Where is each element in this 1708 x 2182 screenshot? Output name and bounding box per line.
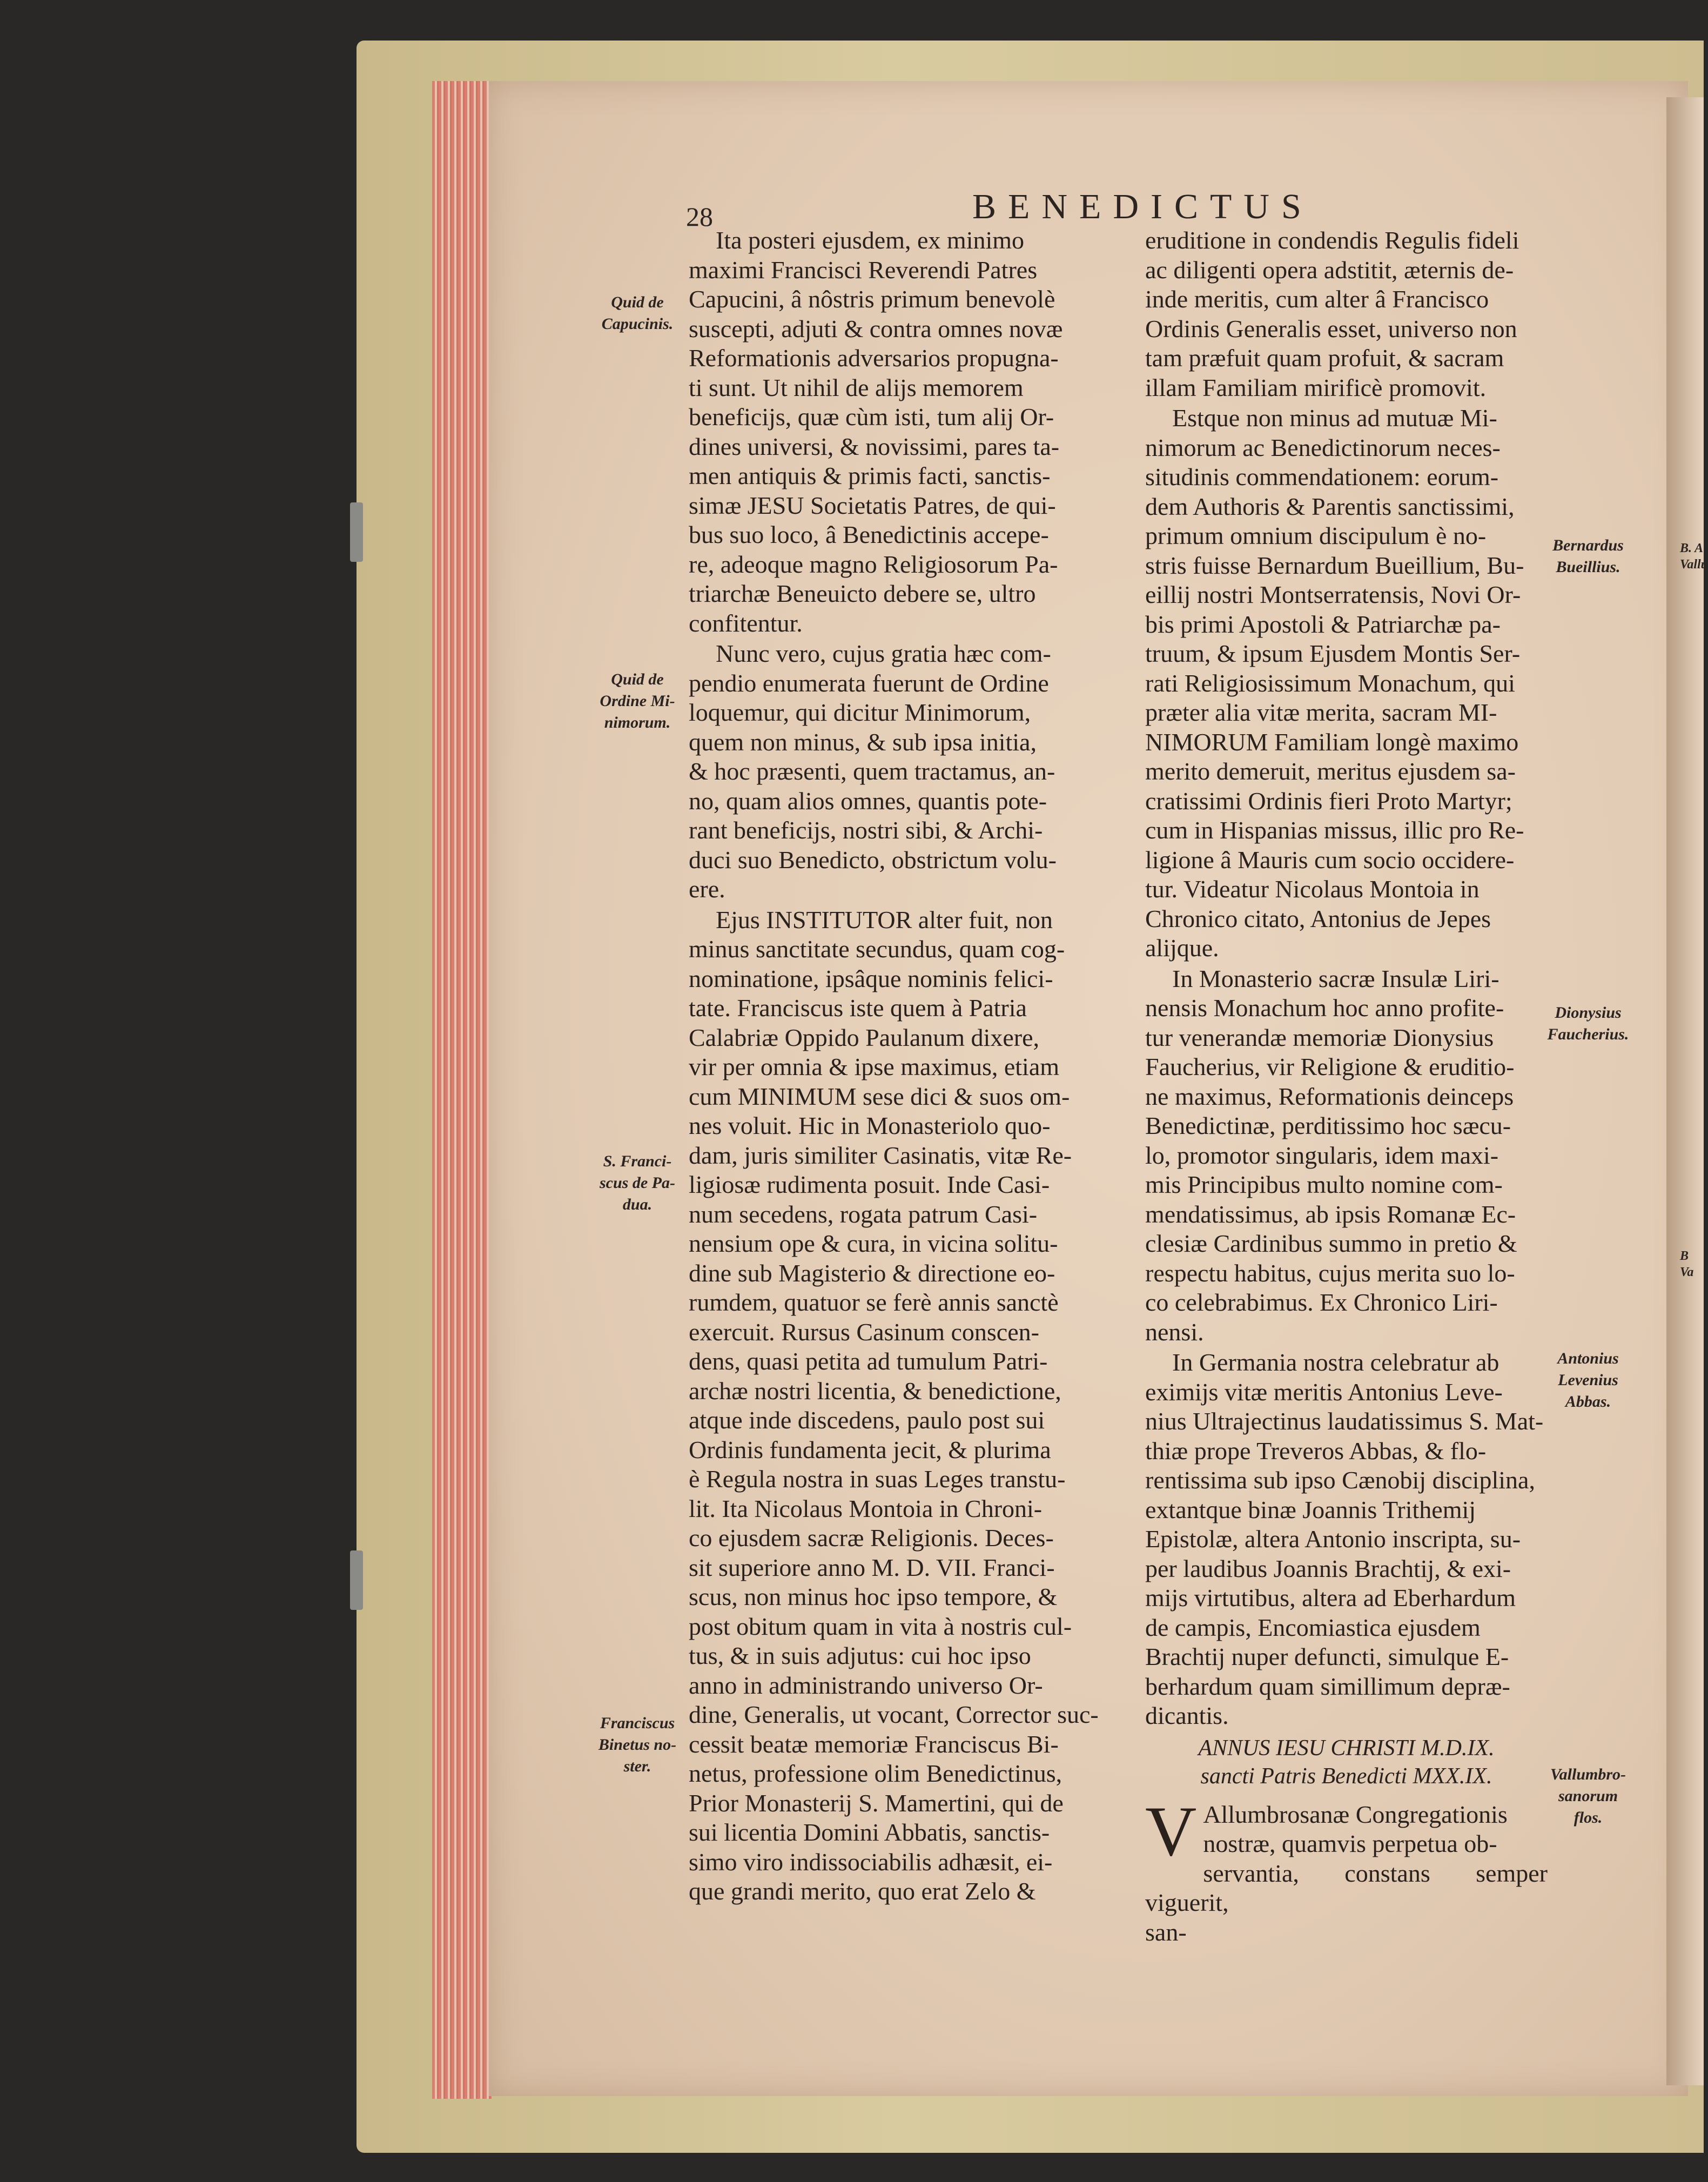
clasp-bottom (350, 1550, 363, 1610)
paragraph: eruditione in condendis Regulis fideli ac diligenti opera adstitit, æternis de- inde meritis, cum alter â Francisco Ordinis Generalis esset, universo non tam præfuit quam profuit, & sacram illam Familiam mirificè promovit. (1145, 226, 1519, 401)
facing-page-fragment: B Va (1680, 1249, 1694, 1279)
margin-note-binetus: Franciscus Binetus no- ster. (598, 1714, 677, 1775)
margin-note-vallumbrosanorum: Vallumbro- sanorum flos. (1550, 1765, 1626, 1827)
year-heading: ANNUS IESU CHRISTI M.D.IX. sancti Patris Benedicti MXX.IX. (1198, 1735, 1495, 1789)
page-number: 28 (686, 202, 713, 232)
facing-page-fragment: B. A Vallu (1680, 541, 1708, 572)
paragraph: Ita posteri ejusdem, ex minimo maximi Francisci Reverendi Patres Capucini, â nôstris primum benevolè suscepti, adjuti & contra omnes novæ Reformationis adversarios propugna- ti sunt. Ut nihil de alijs memorem beneficijs, quæ cùm isti, tum alij Or- dines universi, & novissimi, pares ta- men antiquis & primis facti, sanctis- simæ JESU Societatis Patres, de qui- bus suo loco, â Benedictinis accepe- re, adeoque magno Religiosorum Pa- triarchæ Beneuicto debere se, ultro confitentur. (689, 226, 1063, 637)
running-head: BENEDICTUS (972, 187, 1313, 226)
margin-note-bernardus: Bernardus Bueillius. (1552, 536, 1624, 576)
paragraph: Nunc vero, cujus gratia hæc com- pendio enumerata fuerunt de Ordine loquemur, qui dicitur Minimorum, quem non minus, & sub ipsa initia, & hoc præsenti, quem tractamus, an- no, quam alios omnes, quantis pote- rant beneficijs, nostri sibi, & Archi- duci suo Benedicto, obstrictum volu- ere. (689, 640, 1057, 903)
margin-note-antonius: Antonius Levenius Abbas. (1557, 1350, 1619, 1411)
margin-note-franciscus-paula: S. Franci- scus de Pa- dua. (600, 1152, 675, 1213)
paragraph: In Germania nostra celebratur ab eximijs vitæ meritis Antonius Leve- nius Ultrajectinus laudatissimus S. Mat- thiæ prope Treveros Abbas, & flo- rentissima sub ipso Cænobij disciplina, extantque binæ Joannis Trithemij Epistolæ, altera Antonio inscripta, su- per laudibus Joannis Brachtij, & exi- mijs virtutibus, altera ad Eberhardum de campis, Encomiastica ejusdem Brachtij nuper defuncti, simulque E- berhardum quam simillimum depræ- dicantis. (1145, 1348, 1544, 1729)
paragraph: Estque non minus ad mutuæ Mi- nimorum ac Benedictinorum neces- situdinis commendationem: eorum- dem Authoris & Parentis sanctissimi, primum omnium discipulum è no- stris fuisse Bernardum Bueillium, Bu- eillij nostri Montserratensis, Novi Or- bis primi Apostoli & Patriarchæ pa- truum, & ipsum Ejusdem Montis Ser- rati Religiosissimum Monachum, qui præter alia vitæ merita, sacram MI- NIMORUM Familiam longè maximo merito demeruit, meritus ejusdem sa- cratissimi Ordinis fieri Proto Martyr; cum in Hispanias missus, illic pro Re- ligione â Mauris cum socio occidere- tur. Videatur Nicolaus Montoia in Chronico citato, Antonius de Jepes alijque. (1145, 404, 1524, 962)
paragraph-with-dropcap (1145, 1791, 1548, 1948)
margin-note-dionysius: Dionysius Faucherius. (1547, 1004, 1629, 1043)
clasp-top (350, 502, 363, 562)
paragraph: In Monasterio sacræ Insulæ Liri- nensis Monachum hoc anno profite- tur venerandæ memoriæ Dionysius Faucherius, vir Religione & eruditio- ne maximus, Reformationis deinceps Benedictinæ, perditissimo hoc sæcu- lo, promotor singularis, idem maxi- mis Principibus multo nomine com- mendatissimus, ab ipsis Romanæ Ec- clesiæ Cardinibus summo in pretio & respectu habitus, cujus merita suo lo- co celebrabimus. Ex Chronico Liri- nensi. (1145, 964, 1517, 1346)
page-gutter (1666, 97, 1704, 2085)
dropcap: V (1145, 1791, 1197, 1871)
right-column (1145, 226, 1548, 1948)
paragraph: Ejus INSTITUTOR alter fuit, non minus sanctitate secundus, quam cog- nominatione, ipsâque nominis felici- tate. Franciscus iste quem à Patria Calabriæ Oppido Paulanum dixere, vir per omnia & ipse maximus, etiam cum MINIMUM sese dici & suos om- nes voluit. Hic in Monasteriolo quo- dam, juris similiter Casinatis, vitæ Re- ligiosæ rudimenta posuit. Inde Casi- num secedens, rogata patrum Casi- nensium ope & cura, in vicina solitu- dine sub Magisterio & directione eo- rumdem, quatuor se ferè annis sanctè exercuit. Rursus Casinum conscen- dens, quasi petita ad tumulum Patri- archæ nostri licentia, & benedictione, atque inde discedens, paulo post sui Ordinis fundamenta jecit, & plurima è Regula nostra in suas Leges transtu- lit. Ita Nicolaus Montoia in Chroni- co ejusdem sacræ Religionis. Deces- sit superiore anno M. D. VII. Franci- scus, non minus hoc ipso tempore, & post obitum quam in vita à nostris cul- tus, & in suis adjutus: cui hoc ipso anno in administrando universo Or- dine, Generalis, ut vocant, Corrector suc- cessit beatæ memoriæ Franciscus Bi- netus, professione olim Benedictinus, Prior Monasterij S. Mamertini, qui de sui licentia Domini Abbatis, sanctis- simo viro indissociabilis adhæsit, ei- que grandi merito, quo erat Zelo & (689, 905, 1099, 1905)
margin-note-minimorum: Quid de Ordine Mi- nimorum. (600, 670, 675, 731)
page-edges (432, 81, 492, 2099)
left-column (689, 226, 1124, 1908)
margin-note-capucinis: Quid de Capucinis. (601, 293, 674, 333)
paragraph-text: Allumbrosanæ Congregationis nostræ, quamvis perpetua ob- servantia, constans semper viguerit, san- (1145, 1800, 1548, 1946)
